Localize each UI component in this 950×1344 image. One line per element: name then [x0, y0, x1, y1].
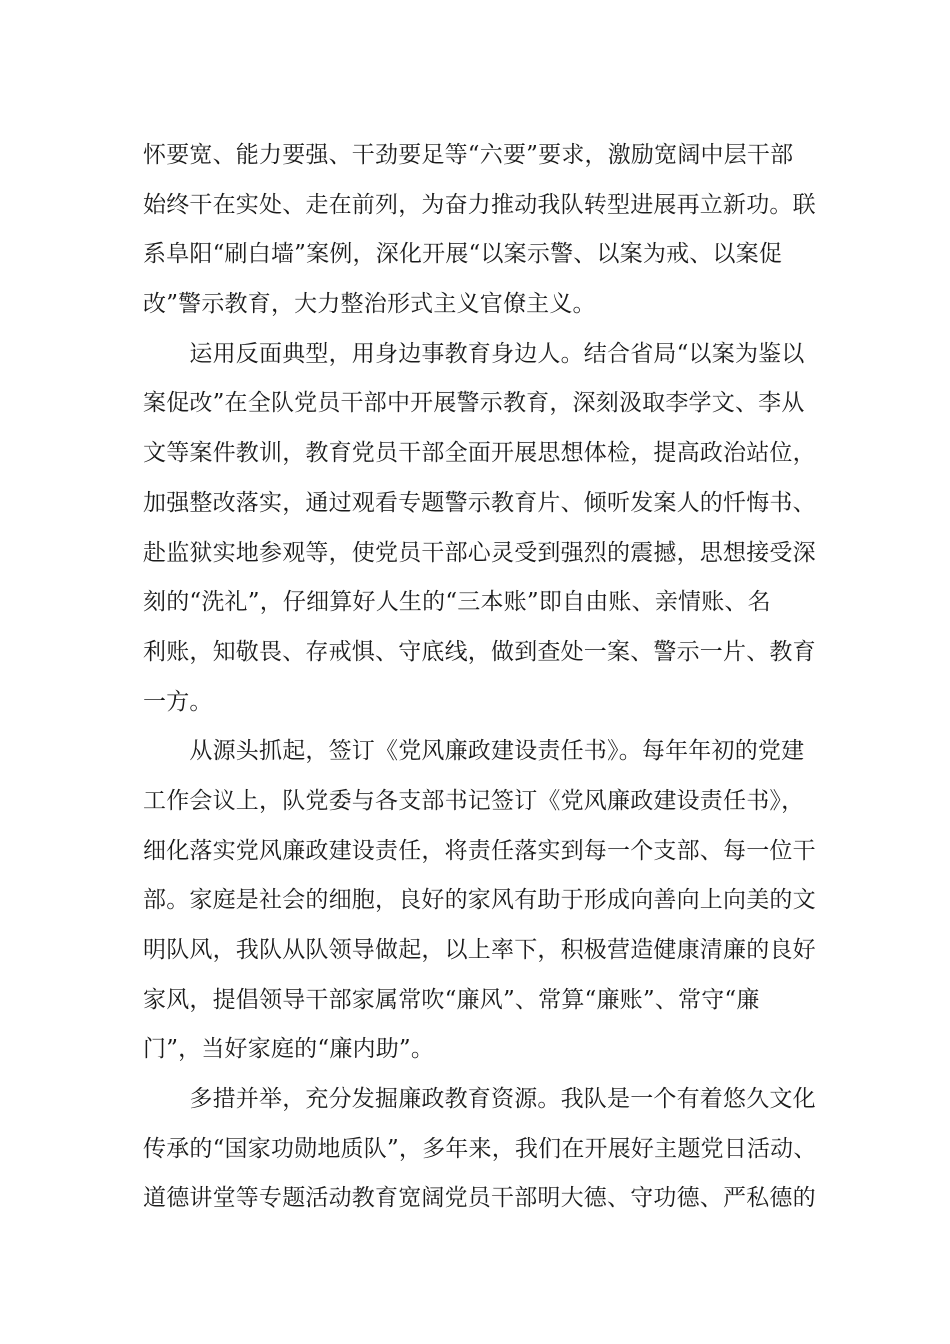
- text-line: 刻的“洗礼”，仔细算好人生的“三本账”即自由账、亲情账、名: [143, 589, 771, 616]
- text-line: 怀要宽、能力要强、干劲要足等“六要”要求，激励宽阔中层干部: [143, 142, 794, 168]
- text-line: 文等案件教训，教育党员干部全面开展思想体检，提高政治站位，: [143, 440, 816, 467]
- paragraph-1: [143, 131, 816, 330]
- paragraph-2: [143, 330, 816, 728]
- document-body: [143, 131, 817, 1224]
- text-line: 运用反面典型，用身边事教育身边人。结合省局“以案为鉴以: [143, 340, 805, 367]
- text-line: 改”警示教育，大力整治形式主义官僚主义。: [143, 291, 596, 318]
- text-line: 传承的“国家功勋地质队”，多年来，我们在开展好主题党日活动、: [143, 1135, 817, 1162]
- text-line: 系阜阳“刷白墙”案例，深化开展“以案示警、以案为戒、以案促: [143, 241, 783, 268]
- text-line: 明队风，我队从队领导做起，以上率下，积极营造健康清廉的良好: [143, 937, 816, 963]
- text-line: 门”，当好家庭的“廉内助”。: [143, 1036, 435, 1063]
- text-line: 案促改”在全队党员干部中开展警示教育，深刻汲取李学文、李从: [143, 390, 805, 417]
- text-line: 利账，知敬畏、存戒惧、守底线，做到查处一案、警示一片、教育: [143, 638, 816, 665]
- text-line: 一方。: [143, 688, 213, 715]
- text-line: 多措并举，充分发掘廉政教育资源。我队是一个有着悠久文化: [143, 1086, 816, 1113]
- text-line: 细化落实党风廉政建设责任，将责任落实到每一个支部、每一位干: [143, 837, 816, 864]
- text-line: 部。家庭是社会的细胞，良好的家风有助于形成向善向上向美的文: [143, 887, 816, 914]
- paragraph-4: [143, 1075, 817, 1224]
- text-line: 始终干在实处、走在前列，为奋力推动我队转型进展再立新功。联: [143, 191, 816, 218]
- paragraph-3: [143, 727, 816, 1075]
- text-line: 赴监狱实地参观等，使党员干部心灵受到强烈的震撼，思想接受深: [143, 539, 816, 566]
- text-line: 加强整改落实，通过观看专题警示教育片、倾听发案人的忏悔书、: [143, 489, 816, 516]
- text-line: 道德讲堂等专题活动教育宽阔党员干部明大德、守功德、严私德的: [143, 1185, 816, 1212]
- text-line: 家风，提倡领导干部家属常吹“廉风”、常算“廉账”、常守“廉: [143, 986, 760, 1013]
- text-line: 从源头抓起，签订《党风廉政建设责任书》。每年年初的党建: [143, 738, 805, 765]
- text-line: 工作会议上，队党委与各支部书记签订《党风廉政建设责任书》，: [143, 787, 805, 814]
